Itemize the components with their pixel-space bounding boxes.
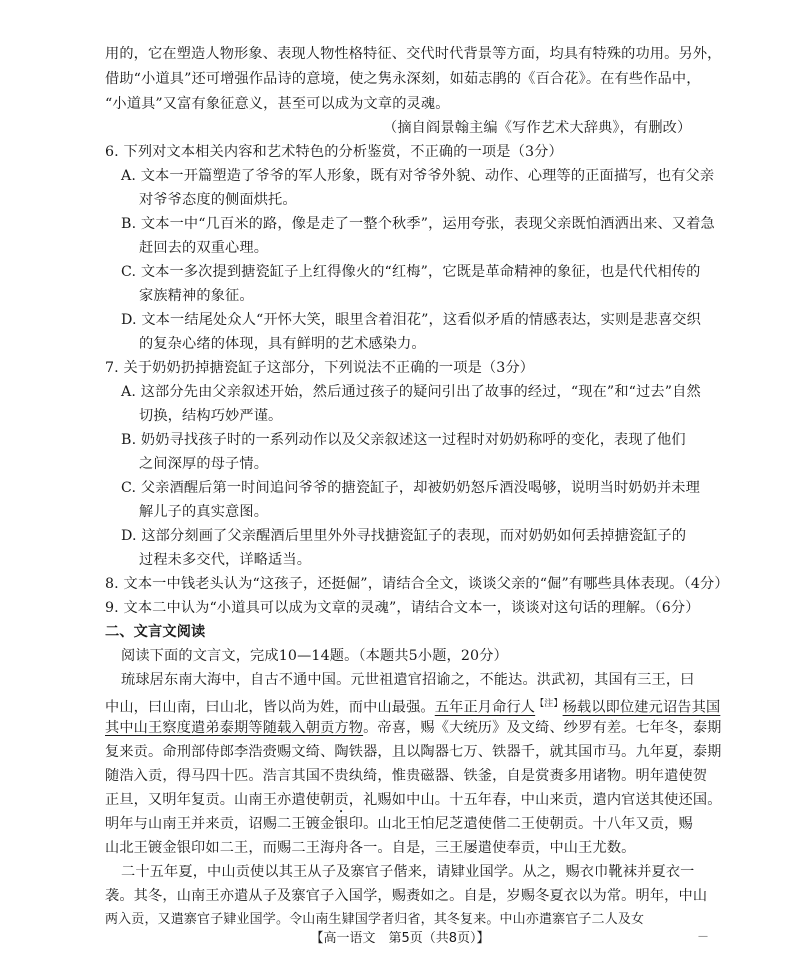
- q7-option-a-cont: 切换，结构巧妙严谨。: [139, 408, 283, 424]
- q7-option-d-cont: 过程未多交代，详略适当。: [139, 552, 312, 568]
- passage-line-1: 用的，它在塑造人物形象、表现人物性格特征、交代时代背景等方面，均具有特殊的功用。另外，: [105, 46, 722, 62]
- classical-p1-line-3: [105, 718, 722, 738]
- q6-option-a: A. 文本一开篇塑造了爷爷的军人形象，既有对爷爷外貌、动作、心理等的正面描写，也有父亲: [121, 168, 715, 184]
- annotation-mark: 【注】: [535, 699, 563, 709]
- source-note: （摘自阎景翰主编《写作艺术大辞典》，有删改）: [383, 120, 692, 136]
- q9-stem: 9. 文本二中认为“小道具可以成为文章的灵魂”，请结合文本一，谈谈对这句话的理解。（6分）: [105, 600, 700, 616]
- classical-p2-line-3: 两入贡，又遣寨官子肄业国学。令山南生肄国学者归省，其冬复来。中山亦遣寨官子二人及女: [105, 912, 645, 927]
- classical-p1-line-8: 山北王镀金银印如二王，而赐二王海舟各一。自是，三王屡遣使奉贡，中山王尤数。: [105, 840, 636, 856]
- q6-option-d-cont: 的复杂心绪的体现，具有鲜明的艺术感染力。: [139, 336, 426, 352]
- q6-option-b-cont: 赶回去的双重心理。: [139, 240, 269, 256]
- emphasized-character: 贡: [334, 792, 349, 808]
- q7-option-b-cont: 之间深厚的母子情。: [139, 456, 269, 472]
- classical-p1-line-2: [105, 694, 720, 718]
- corner-mark: —: [698, 931, 708, 942]
- classical-p1-line-3-text: 。帝喜，赐《大统历》及文绮、纱罗有差。七年冬，泰期: [363, 720, 722, 736]
- q7-option-a: A. 这部分先由父亲叙述开始，然后通过孩子的疑问引出了故事的经过，“现在”和“过去”自然: [121, 384, 701, 400]
- classical-p1-line-6: [105, 790, 722, 816]
- q6-option-b: B. 文本一中“几百米的路，像是走了一整个秋季”，运用夸张，表现父亲既怕酒洒出来、又着急: [121, 216, 715, 232]
- classical-p1-line-7: 明年与山南王并来贡，诏赐二王镀金银印。山北王怕尼芝遣使偕二王使朝贡。十八年又贡，赐: [105, 816, 693, 832]
- underlined-sentence-1c: 其中山王察度遣弟泰期等随载入朝贡方物: [105, 720, 364, 736]
- q6-option-c-cont: 家族精神的象征。: [139, 288, 254, 304]
- underlined-sentence-1a: 五年正月命行人: [434, 699, 536, 716]
- q6-option-c: C. 文本一多次提到搪瓷缸子上红得像火的“红梅”，它既是革命精神的象征，也是代代相传的: [121, 264, 701, 280]
- q6-stem: 6. 下列对文本相关内容和艺术特色的分析鉴赏，不正确的一项是（3分）: [105, 144, 563, 160]
- passage-line-3: “小道具”又富有象征意义，甚至可以成为文章的灵魂。: [105, 96, 450, 112]
- classical-p1-line-5: 随浩入贡，得马四十匹。浩言其国不贵纨绮，惟贵磁器、铁釜，自是赏赉多用诸物。明年遣使贺: [105, 768, 708, 784]
- page-footer: 【高一语文 第5页（共8页）】: [310, 931, 490, 946]
- q6-option-a-cont: 对爷爷态度的侧面烘托。: [139, 192, 297, 208]
- classical-p1-line-6-a: 正旦，又明年复贡。山南王亦遣使朝: [105, 792, 335, 808]
- q7-option-d: D. 这部分刻画了父亲醒酒后里里外外寻找搪瓷缸子的表现，而对奶奶如何丢掉搪瓷缸子的: [121, 528, 687, 544]
- passage-line-2: 借助“小道具”还可增强作品诗的意境，使之隽永深刻，如茹志鹃的《百合花》。在有些作品中，: [105, 71, 701, 87]
- q7-option-c: C. 父亲酒醒后第一时间追问爷爷的搪瓷缸子，却被奶奶怒斥酒没喝够，说明当时奶奶并未理: [121, 480, 700, 496]
- classical-p1-line-1: 琉球居东南大海中，自古不通中国。元世祖遣官招谕之，不能达。洪武初，其国有三王，曰: [121, 672, 695, 688]
- q7-option-c-cont: 解儿子的真实意图。: [139, 504, 269, 520]
- classical-p2-line-2: 袭。其冬，山南王亦遣从子及寨官子入国学，赐赉如之。自是，岁赐冬夏衣以为常。明年，中山: [105, 888, 708, 904]
- underlined-sentence-1b: 杨载以即位建元诏告其国: [562, 699, 721, 716]
- q8-stem: 8. 文本一中钱老头认为“这孩子，还挺倔”，请结合全文，谈谈父亲的“倔”有哪些具体表现。（4分）: [105, 576, 729, 592]
- classical-p1-line-6-b: ，礼赐如中山。十五年春，中山来贡，遣内官送其使还国。: [348, 792, 722, 808]
- reading-instruction: 阅读下面的文言文，完成10—14题。（本题共5小题，20分）: [121, 648, 508, 664]
- q7-option-b: B. 奶奶寻找孩子时的一系列动作以及父亲叙述这一过程时对奶奶称呼的变化，表现了他们: [121, 432, 686, 448]
- section-heading: 二、文言文阅读: [105, 624, 206, 640]
- classical-p1-line-4: 复来贡。命刑部侍郎李浩赍赐文绮、陶铁器，且以陶器七万、铁器千，就其国市马。九年夏，泰期: [105, 744, 722, 760]
- classical-p2-line-1: 二十五年夏，中山贡使以其王从子及寨官子偕来，请肄业国学。从之，赐衣巾靴袜并夏衣一: [121, 864, 695, 880]
- q7-stem: 7. 关于奶奶扔掉搪瓷缸子这部分，下列说法不正确的一项是（3分）: [105, 360, 535, 376]
- classical-p1-line-2-text: 中山，曰山南，曰山北，皆以尚为姓，而中山最强。: [105, 699, 435, 716]
- q6-option-d: D. 文本一结尾处众人“开怀大笑，眼里含着泪花”，这看似矛盾的情感表达，实则是悲喜交织: [121, 312, 701, 328]
